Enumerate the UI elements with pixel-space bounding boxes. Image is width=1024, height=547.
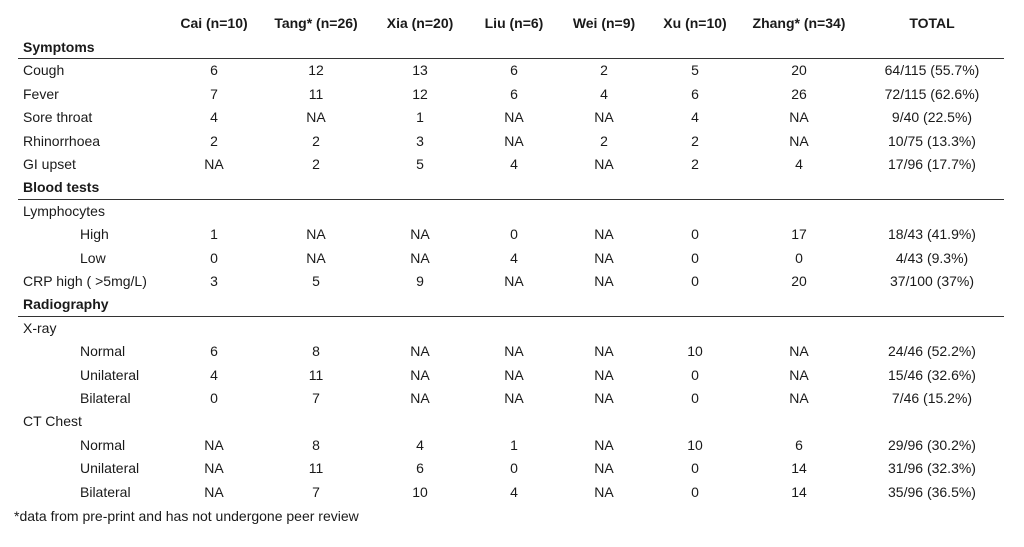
table-cell: NA: [594, 343, 614, 360]
row-label: Bilateral: [80, 483, 131, 500]
section-label: Symptoms: [23, 39, 95, 55]
table-cell: NA: [306, 249, 326, 266]
table-row: [0, 153, 1024, 176]
table-cell: 6: [210, 343, 218, 360]
row-label: Cough: [23, 62, 65, 79]
table-cell: NA: [204, 156, 224, 172]
table-cell: 4: [510, 483, 518, 500]
table-cell: NA: [306, 109, 326, 126]
table-cell: 26: [791, 85, 807, 102]
table-cell: 4: [210, 366, 218, 383]
table-cell: 72/115 (62.6%): [884, 85, 980, 102]
table-cell: 12: [412, 85, 428, 102]
table-cell: 5: [312, 273, 320, 289]
table-cell: NA: [594, 109, 614, 126]
table-cell: NA: [306, 226, 326, 243]
section-label: Blood tests: [23, 179, 100, 196]
table-cell: NA: [594, 366, 614, 383]
table-row: [0, 83, 1024, 106]
table-row: [0, 106, 1024, 129]
row-label: Unilateral: [80, 366, 140, 383]
table-cell: NA: [204, 436, 224, 453]
table-cell: NA: [204, 483, 224, 500]
table-row: [0, 387, 1024, 410]
table-cell: NA: [594, 436, 614, 453]
table-cell: 64/115 (55.7%): [884, 62, 980, 79]
table-cell: 2: [312, 132, 320, 149]
table-cell: 1: [416, 109, 424, 126]
header-col-liu: Liu (n=6): [484, 15, 544, 31]
table-cell: NA: [410, 226, 430, 243]
table-cell: 20: [791, 62, 807, 79]
table-cell: 0: [691, 483, 699, 500]
table-cell: 4: [416, 436, 424, 453]
table-cell: NA: [594, 273, 614, 289]
table-row: [0, 410, 1024, 433]
table-cell: 2: [600, 132, 608, 149]
table-cell: 10/75 (13.3%): [888, 132, 976, 149]
table-cell: 10: [687, 343, 703, 360]
table-cell: NA: [594, 226, 614, 243]
table-row: [0, 481, 1024, 504]
row-label: Unilateral: [80, 460, 140, 477]
table-cell: 35/96 (36.5%): [888, 483, 976, 500]
table-cell: 11: [308, 85, 324, 102]
table-row: [0, 59, 1024, 82]
header-col-xu: Xu (n=10): [663, 15, 727, 31]
table-cell: NA: [789, 366, 809, 383]
table-cell: NA: [504, 390, 524, 406]
table-row: [0, 200, 1024, 223]
table-row: [0, 223, 1024, 246]
table-cell: 11: [308, 460, 324, 477]
table-cell: NA: [504, 109, 524, 126]
table-cell: 9/40 (22.5%): [891, 109, 973, 126]
row-label: Low: [80, 249, 106, 266]
table-cell: 3: [416, 132, 424, 149]
header-col-cai: Cai (n=10): [180, 15, 248, 31]
table-cell: 0: [510, 460, 518, 477]
table-cell: 6: [210, 62, 218, 79]
header-col-xia: Xia (n=20): [386, 15, 454, 31]
table-cell: 6: [510, 85, 518, 102]
header-col-tang: Tang* (n=26): [274, 15, 358, 31]
table-cell: 0: [691, 226, 699, 243]
table-row: [0, 270, 1024, 293]
table-cell: 10: [412, 483, 428, 500]
row-label: High: [80, 226, 109, 243]
table-cell: 2: [210, 132, 218, 149]
table-cell: 7: [312, 390, 320, 406]
table-cell: 7/46 (15.2%): [891, 390, 973, 406]
table-cell: 1: [210, 226, 218, 243]
header-col-wei: Wei (n=9): [572, 15, 636, 31]
row-label: X-ray: [23, 319, 57, 336]
table-cell: 18/43 (41.9%): [888, 226, 976, 243]
table-row: [0, 247, 1024, 270]
table-cell: 6: [795, 436, 803, 453]
table-cell: 6: [510, 62, 518, 79]
table-cell: 4: [691, 109, 699, 126]
row-label: Fever: [23, 85, 59, 102]
table-cell: 20: [791, 273, 807, 289]
table-cell: NA: [594, 483, 614, 500]
table-cell: 0: [691, 366, 699, 383]
table-cell: 4: [795, 156, 803, 172]
table-cell: 0: [691, 390, 699, 406]
table-cell: NA: [594, 390, 614, 406]
row-label: CT Chest: [23, 413, 82, 430]
table-cell: 6: [416, 460, 424, 477]
table-cell: 0: [691, 273, 699, 289]
header-col-zhang: Zhang* (n=34): [752, 15, 846, 31]
table-cell: 11: [308, 366, 324, 383]
table-cell: NA: [410, 343, 430, 360]
table-row: [0, 317, 1024, 340]
table-cell: 0: [210, 390, 218, 406]
table-cell: 5: [416, 156, 424, 172]
table-cell: 4/43 (9.3%): [895, 249, 969, 266]
row-label: Rhinorrhoea: [23, 132, 101, 149]
row-label: CRP high ( >5mg/L): [23, 273, 147, 289]
table-cell: NA: [789, 343, 809, 360]
table-cell: 6: [691, 85, 699, 102]
section-label: Radiography: [23, 296, 109, 313]
header-col-total: TOTAL: [909, 15, 955, 31]
table-cell: 14: [791, 483, 807, 500]
table-cell: NA: [789, 132, 809, 149]
table-row: [0, 130, 1024, 153]
table-cell: NA: [410, 249, 430, 266]
table-cell: 9: [416, 273, 424, 289]
table-cell: 3: [210, 273, 218, 289]
row-label: GI upset: [23, 156, 76, 172]
row-label: Lymphocytes: [23, 202, 105, 219]
table-cell: 0: [210, 249, 218, 266]
table-cell: 13: [412, 62, 428, 79]
table-cell: 4: [510, 156, 518, 172]
table-row: [0, 340, 1024, 363]
row-label: Sore throat: [23, 109, 93, 126]
table-cell: NA: [204, 460, 224, 477]
section-header-row: [0, 176, 1024, 199]
row-label: Normal: [80, 343, 126, 360]
table-cell: NA: [504, 366, 524, 383]
table-cell: 37/100 (37%): [889, 273, 975, 289]
table-cell: NA: [410, 366, 430, 383]
row-label: Bilateral: [80, 390, 131, 406]
table-cell: 1: [510, 436, 518, 453]
table-cell: 8: [312, 436, 320, 453]
table-cell: NA: [504, 343, 524, 360]
table-cell: 24/46 (52.2%): [888, 343, 976, 360]
table-cell: 7: [210, 85, 218, 102]
table-cell: 7: [312, 483, 320, 500]
table-cell: 8: [312, 343, 320, 360]
table-cell: 4: [210, 109, 218, 126]
table-cell: 12: [308, 62, 324, 79]
section-header-row: [0, 293, 1024, 316]
table-cell: 4: [510, 249, 518, 266]
table-cell: NA: [594, 156, 614, 172]
table-cell: 0: [691, 249, 699, 266]
table-cell: 29/96 (30.2%): [888, 436, 976, 453]
table-row: [0, 434, 1024, 457]
footnote: *data from pre-print and has not undergone peer review: [14, 508, 359, 524]
table-cell: 0: [795, 249, 803, 266]
table-row: [0, 457, 1024, 480]
header-row: [0, 12, 1024, 35]
section-header-row: [0, 36, 1024, 59]
table-cell: NA: [504, 132, 524, 149]
table-cell: NA: [594, 460, 614, 477]
table-cell: 0: [510, 226, 518, 243]
row-label: Normal: [80, 436, 126, 453]
table-cell: 31/96 (32.3%): [888, 460, 976, 477]
table-cell: 17: [791, 226, 807, 243]
table-cell: 0: [691, 460, 699, 477]
table-cell: NA: [504, 273, 524, 289]
table-cell: 4: [600, 85, 608, 102]
table-cell: 2: [691, 132, 699, 149]
table-cell: 2: [691, 156, 699, 172]
table-cell: NA: [410, 390, 430, 406]
table-cell: 14: [791, 460, 807, 477]
table-cell: 2: [312, 156, 320, 172]
table-cell: 5: [691, 62, 699, 79]
table-cell: NA: [594, 249, 614, 266]
table-row: [0, 364, 1024, 387]
table-cell: 15/46 (32.6%): [888, 366, 976, 383]
table-cell: 10: [687, 436, 703, 453]
table-cell: 17/96 (17.7%): [888, 156, 976, 172]
table-cell: NA: [789, 390, 809, 406]
table-cell: NA: [789, 109, 809, 126]
table-cell: 2: [600, 62, 608, 79]
